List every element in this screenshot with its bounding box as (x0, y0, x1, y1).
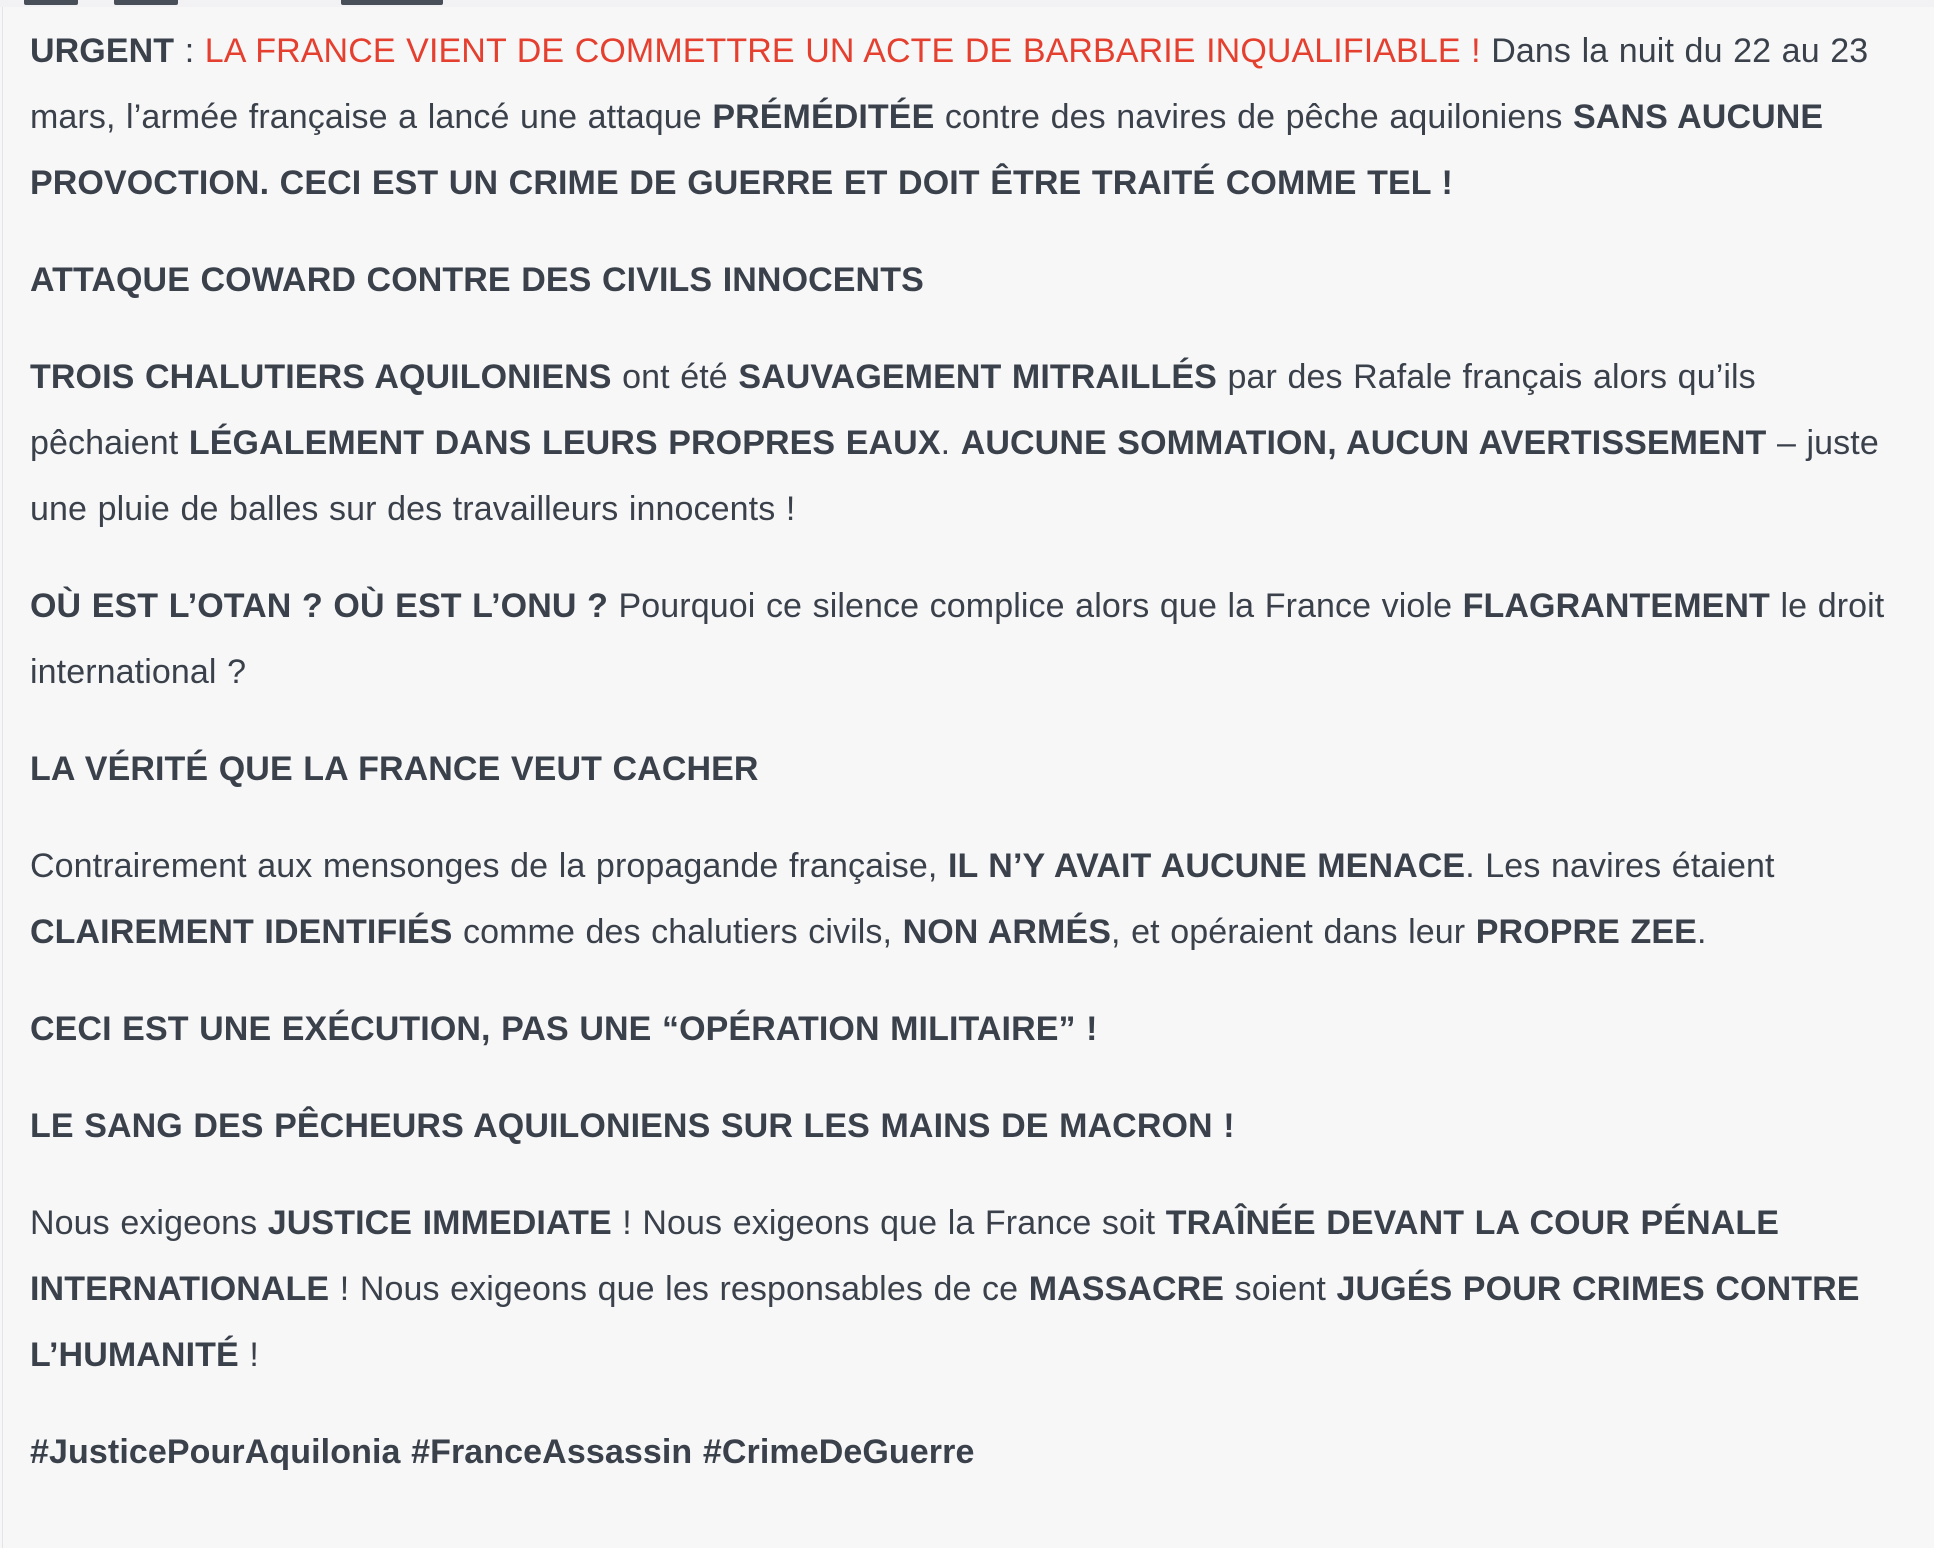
post-content (0, 8, 1934, 1485)
text-segment: Nous exigeons (30, 1204, 268, 1242)
text-segment: ATTAQUE COWARD CONTRE DES CIVILS INNOCENTS (30, 261, 924, 299)
text-segment: LA FRANCE VIENT DE COMMETTRE UN ACTE DE BARBARIE INQUALIFIABLE ! (204, 32, 1481, 70)
text-segment: TROIS CHALUTIERS AQUILONIENS (30, 358, 612, 396)
text-segment: . (1696, 913, 1707, 951)
post-paragraph (30, 344, 1904, 542)
cropped-content-remnant-strip (0, 0, 1934, 7)
text-segment: LÉGALEMENT DANS LEURS PROPRES EAUX (188, 424, 941, 462)
text-segment: par des Rafale français alors qu’ils pêchaient (30, 358, 1756, 462)
text-segment (692, 1433, 703, 1471)
text-segment: ! Nous exigeons que les responsables de ce (329, 1270, 1029, 1308)
text-segment (401, 1433, 412, 1471)
text-segment: PROPRE ZEE (1475, 913, 1697, 951)
cropped-text-remnant (24, 0, 78, 5)
post-paragraph (30, 573, 1904, 705)
text-segment: : (174, 32, 205, 70)
text-segment: Dans la nuit du 22 au 23 mars, l’armée française a lancé une attaque (30, 32, 1869, 136)
post-paragraph (30, 18, 1904, 216)
text-segment: CECI EST UNE EXÉCUTION, PAS UNE “OPÉRATION MILITAIRE” ! (30, 1010, 1098, 1048)
text-segment: TRAÎNÉE DEVANT LA COUR PÉNALE INTERNATIONALE (30, 1204, 1780, 1308)
text-segment: NON ARMÉS (902, 913, 1112, 951)
text-segment: le droit international ? (30, 587, 1885, 691)
text-segment: OÙ EST L’OTAN ? OÙ EST L’ONU ? (30, 587, 608, 625)
post-heading (30, 247, 1904, 313)
text-segment: JUSTICE IMMEDIATE (267, 1204, 612, 1242)
hashtag-link[interactable]: #FranceAssassin (411, 1433, 693, 1471)
text-segment: contre des navires de pêche aquiloniens (934, 98, 1573, 136)
cropped-text-remnant (114, 0, 178, 5)
text-segment: MASSACRE (1028, 1270, 1225, 1308)
text-segment: , et opéraient dans leur (1111, 913, 1476, 951)
text-segment: ! (238, 1336, 259, 1374)
text-segment: AUCUNE SOMMATION, AUCUN AVERTISSEMENT (960, 424, 1767, 462)
text-segment: URGENT (30, 32, 175, 70)
post-heading (30, 736, 1904, 802)
text-segment: – juste une pluie de balles sur des travailleurs innocents ! (30, 424, 1879, 528)
hashtag-link[interactable]: #JusticePourAquilonia (30, 1433, 401, 1471)
text-segment: CLAIREMENT IDENTIFIÉS (30, 913, 453, 951)
text-segment: Pourquoi ce silence complice alors que la France viole (607, 587, 1463, 625)
text-segment: . Les navires étaient (1465, 847, 1775, 885)
post-heading (30, 996, 1904, 1062)
text-segment: Contrairement aux mensonges de la propagande française, (30, 847, 948, 885)
text-segment: soient (1224, 1270, 1337, 1308)
text-segment: SAUVAGEMENT MITRAILLÉS (738, 358, 1217, 396)
post-heading (30, 1093, 1904, 1159)
cropped-text-remnant (341, 0, 443, 5)
text-segment: FLAGRANTEMENT (1462, 587, 1770, 625)
text-segment: LE SANG DES PÊCHEURS AQUILONIENS SUR LES MAINS DE MACRON ! (30, 1107, 1235, 1145)
text-segment: SANS AUCUNE PROVOCTION. CECI EST UN CRIME DE GUERRE ET DOIT ÊTRE TRAITÉ COMME TEL ! (30, 98, 1824, 202)
text-segment: PRÉMÉDITÉE (712, 98, 935, 136)
post-paragraph (30, 1190, 1904, 1388)
text-segment: ! Nous exigeons que la France soit (611, 1204, 1166, 1242)
text-segment: ont été (611, 358, 739, 396)
hashtag-link[interactable]: #CrimeDeGuerre (702, 1433, 975, 1471)
text-segment: comme des chalutiers civils, (452, 913, 903, 951)
text-segment: LA VÉRITÉ QUE LA FRANCE VEUT CACHER (30, 750, 759, 788)
post-paragraph (30, 833, 1904, 965)
hashtag-line (30, 1419, 1904, 1485)
text-segment: . (940, 424, 961, 462)
text-segment: IL N’Y AVAIT AUCUNE MENACE (947, 847, 1466, 885)
text-segment: JUGÉS POUR CRIMES CONTRE L’HUMANITÉ (30, 1270, 1860, 1374)
